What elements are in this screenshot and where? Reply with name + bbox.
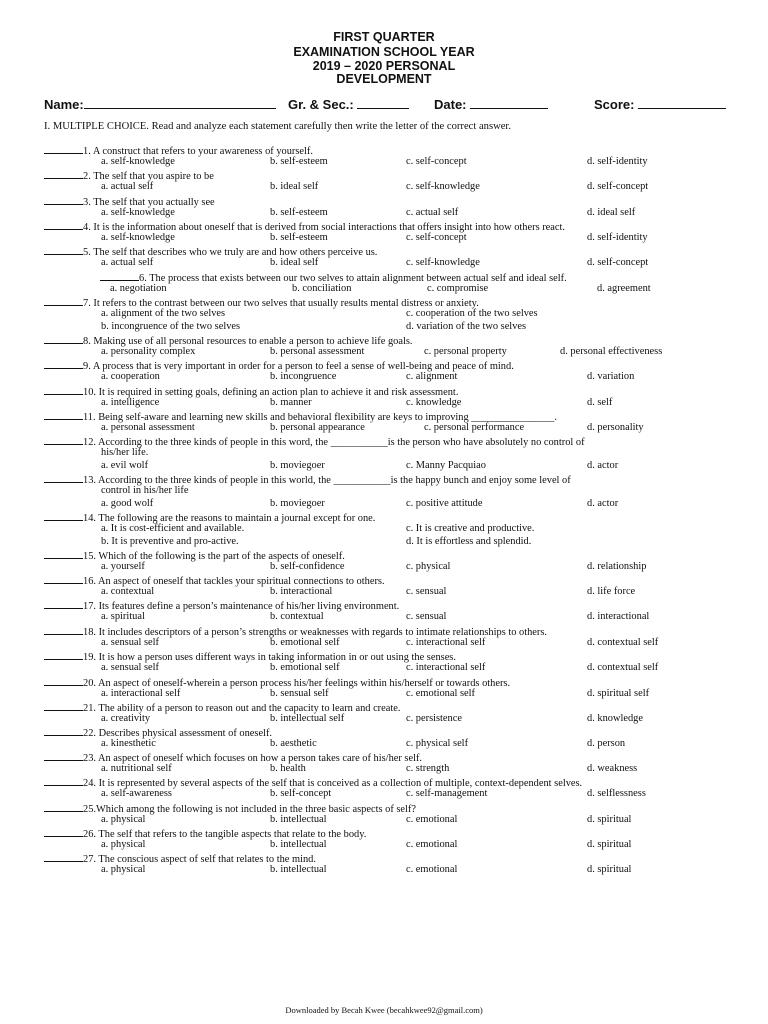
option-a-q20: a. interactional self: [101, 687, 181, 699]
option-a-q13: a. good wolf: [101, 497, 154, 509]
option-d-q10: d. self: [587, 396, 613, 408]
grade-section-field[interactable]: [288, 96, 409, 112]
question-text: 10. It is required in setting goals, defining an action plan to achieve it and risk assessment.: [83, 387, 459, 398]
student-info-header: [44, 96, 734, 112]
option-c-q13: c. positive attitude: [406, 497, 483, 509]
option-a-q11: a. personal assessment: [101, 421, 195, 433]
question-16: [44, 573, 385, 589]
option-c-q5: c. self-knowledge: [406, 256, 480, 268]
question-21: [44, 700, 400, 716]
title-line-2: EXAMINATION SCHOOL YEAR: [293, 45, 475, 59]
question-12: [44, 434, 585, 458]
option-a-q12: a. evil wolf: [101, 459, 149, 471]
option-b-q3: b. self-esteem: [270, 206, 328, 218]
date-label: Date:: [434, 97, 467, 112]
option-b-q6: b. conciliation: [292, 282, 352, 294]
answer-blank[interactable]: [44, 573, 83, 584]
option-a-q8: a. personality complex: [101, 345, 196, 357]
answer-blank[interactable]: [44, 851, 83, 862]
answer-blank[interactable]: [100, 270, 139, 281]
option-b-q25: b. intellectual: [270, 813, 327, 825]
score-blank[interactable]: [638, 96, 726, 109]
question-text: 8. Making use of all personal resources to enable a person to achieve life goals.: [83, 336, 413, 347]
instructions: I. MULTIPLE CHOICE. Read and analyze each statement carefully then write the letter of the correct answer.: [44, 121, 512, 132]
option-c-q15: c. physical: [406, 560, 451, 572]
option-d-q12: d. actor: [587, 459, 619, 471]
option-c-q11: c. personal performance: [424, 421, 525, 433]
download-footer: Downloaded by Becah Kwee (becahkwee92@gmail.com): [285, 1005, 483, 1015]
option-b-q20: b. sensual self: [270, 687, 329, 699]
question-text: 14. The following are the reasons to maintain a journal except for one.: [83, 513, 376, 524]
option-b-q1: b. self-esteem: [270, 155, 328, 167]
option-d-q14: d. It is effortless and splendid.: [406, 535, 532, 547]
option-c-q18: c. interactional self: [406, 636, 486, 648]
option-a-q17: a. spiritual: [101, 610, 145, 622]
option-b-q8: b. personal assessment: [270, 345, 365, 357]
answer-blank[interactable]: [44, 244, 83, 255]
option-c-q14: b. It is preventive and pro-active.: [101, 535, 239, 547]
option-b-q17: b. contextual: [270, 610, 324, 622]
option-d-q19: d. contextual self: [587, 661, 659, 673]
answer-blank[interactable]: [44, 725, 83, 736]
option-d-q7: d. variation of the two selves: [406, 320, 527, 332]
option-c-q1: c. self-concept: [406, 155, 467, 167]
option-d-q1: d. self-identity: [587, 155, 648, 167]
option-d-q25: d. spiritual: [587, 813, 632, 825]
option-c-q23: c. strength: [406, 762, 450, 774]
option-c-q10: c. knowledge: [406, 396, 462, 408]
option-a-q19: a. sensual self: [101, 661, 159, 673]
option-a-q5: a. actual self: [101, 256, 154, 268]
option-b-q10: b. manner: [270, 396, 312, 408]
option-d-q9: d. variation: [587, 370, 635, 382]
option-c-q24: c. self-management: [406, 787, 488, 799]
answer-blank[interactable]: [44, 598, 83, 609]
option-d-q17: d. interactional: [587, 610, 650, 622]
question-text: 1. A construct that refers to your awareness of yourself.: [83, 146, 313, 157]
question-text: 12. According to the three kinds of people in this word, the ___________is the person who have absolutely no control of: [83, 437, 585, 448]
option-a-q15: a. yourself: [101, 560, 145, 572]
option-a-q21: a. creativity: [101, 712, 151, 724]
option-b-q2: b. ideal self: [270, 180, 319, 192]
option-c-q6: c. compromise: [427, 282, 489, 294]
answer-blank[interactable]: [44, 409, 83, 420]
option-d-q4: d. self-identity: [587, 231, 648, 243]
score-label: Score:: [594, 97, 635, 112]
option-d-q15: d. relationship: [587, 560, 647, 572]
question-17: [44, 598, 399, 614]
option-d-q2: d. self-concept: [587, 180, 649, 192]
answer-blank[interactable]: [44, 194, 83, 205]
option-b-q24: b. self-concept: [270, 787, 332, 799]
option-a-q2: a. actual self: [101, 180, 154, 192]
answer-blank[interactable]: [44, 219, 83, 230]
question-text-continued: control in his/her life: [101, 484, 189, 496]
option-a-q10: a. intelligence: [101, 396, 160, 408]
question-13: [44, 472, 571, 496]
question-text: 20. An aspect of oneself-wherein a person process his/her feelings within his/herself or towards others.: [83, 678, 511, 689]
score-field[interactable]: [594, 96, 726, 112]
question-text: 15. Which of the following is the part of the aspects of oneself.: [83, 551, 345, 562]
question-text: 16. An aspect of oneself that tackles your spiritual connections to others.: [83, 576, 385, 587]
title-line-3: 2019 – 2020 PERSONAL: [312, 59, 456, 73]
option-b-q15: b. self-confidence: [270, 560, 345, 572]
option-d-q6: d. agreement: [597, 282, 651, 294]
option-c-q19: c. interactional self: [406, 661, 486, 673]
option-b-q13: b. moviegoer: [270, 497, 325, 509]
option-b-q18: b. emotional self: [270, 636, 340, 648]
option-b-q12: b. moviegoer: [270, 459, 325, 471]
option-c-q4: c. self-concept: [406, 231, 467, 243]
option-c-q17: c. sensual: [406, 610, 447, 622]
name-blank[interactable]: [84, 96, 276, 109]
option-a-q25: a. physical: [101, 813, 146, 825]
option-a-q27: a. physical: [101, 863, 146, 875]
option-c-q2: c. self-knowledge: [406, 180, 480, 192]
option-a-q9: a. cooperation: [101, 370, 160, 382]
option-b-q5: b. ideal self: [270, 256, 319, 268]
question-25: [44, 801, 416, 817]
option-d-q24: d. selflessness: [587, 787, 646, 799]
question-22: [44, 725, 272, 741]
answer-blank[interactable]: [44, 700, 83, 711]
option-c-q25: c. emotional: [406, 813, 458, 825]
name-field[interactable]: [44, 96, 276, 112]
title-line-4: DEVELOPMENT: [336, 72, 432, 86]
option-d-q11: d. personality: [587, 421, 644, 433]
option-c-q27: c. emotional: [406, 863, 458, 875]
option-c-q3: c. actual self: [406, 206, 459, 218]
answer-blank[interactable]: [44, 510, 83, 521]
date-blank[interactable]: [470, 96, 548, 109]
question-text: 21. The ability of a person to reason out and the capacity to learn and create.: [83, 703, 401, 714]
option-d-q20: d. spiritual self: [587, 687, 650, 699]
answer-blank[interactable]: [44, 295, 83, 306]
question-text: 25.Which among the following is not included in the three basic aspects of self?: [83, 804, 416, 815]
option-b-q4: b. self-esteem: [270, 231, 328, 243]
option-c-q21: c. persistence: [406, 712, 462, 724]
option-a-q1: a. self-knowledge: [101, 155, 175, 167]
question-text: 27. The conscious aspect of self that relates to the mind.: [83, 854, 316, 865]
option-b-q27: b. intellectual: [270, 863, 327, 875]
question-text: 3. The self that you actually see: [83, 197, 215, 208]
answer-blank[interactable]: [44, 801, 83, 812]
option-c-q26: c. emotional: [406, 838, 458, 850]
option-b-q21: b. intellectual self: [270, 712, 345, 724]
question-text: 4. It is the information about oneself that is derived from social interactions that offers insight into how others react.: [83, 222, 565, 233]
answer-blank[interactable]: [44, 750, 83, 761]
grade-section-label: Gr. & Sec.:: [288, 97, 354, 112]
option-a-q14: a. It is cost-efficient and available.: [101, 522, 245, 534]
option-a-q6: a. negotiation: [110, 282, 167, 294]
option-a-q26: a. physical: [101, 838, 146, 850]
option-a-q16: a. contextual: [101, 585, 155, 597]
option-a-q4: a. self-knowledge: [101, 231, 175, 243]
option-a-q7: a. alignment of the two selves: [101, 307, 226, 319]
option-b-q19: b. emotional self: [270, 661, 340, 673]
answer-blank[interactable]: [44, 384, 83, 395]
question-text: 13. According to the three kinds of people in this world, the ___________is the happy bunch and enjoy some level of: [83, 475, 571, 486]
option-d-q18: d. contextual self: [587, 636, 659, 648]
question-5: [44, 244, 377, 260]
option-b-q22: b. aesthetic: [270, 737, 317, 749]
option-c-q12: c. Manny Pacquiao: [406, 459, 486, 471]
option-c-q7: b. incongruence of the two selves: [101, 320, 241, 332]
answer-blank[interactable]: [44, 168, 83, 179]
option-c-q16: c. sensual: [406, 585, 447, 597]
name-label: Name:: [44, 97, 84, 112]
answer-blank[interactable]: [44, 472, 83, 483]
question-text: 2. The self that you aspire to be: [83, 171, 214, 182]
question-text: 5. The self that describes who we truly are and how others perceive us.: [83, 247, 378, 258]
option-b-q11: b. personal appearance: [270, 421, 365, 433]
answer-blank[interactable]: [44, 434, 83, 445]
option-d-q5: d. self-concept: [587, 256, 649, 268]
option-a-q24: a. self-awareness: [101, 787, 172, 799]
answer-blank[interactable]: [44, 548, 83, 559]
option-b-q16: b. interactional: [270, 585, 333, 597]
question-text: 19. It is how a person uses different ways in taking information in or out using the senses.: [83, 652, 456, 663]
question-text: 22. Describes physical assessment of oneself.: [83, 728, 273, 739]
option-a-q3: a. self-knowledge: [101, 206, 175, 218]
option-d-q26: d. spiritual: [587, 838, 632, 850]
option-c-q22: c. physical self: [406, 737, 469, 749]
question-text: 9. A process that is very important in order for a person to feel a sense of well-being and peace of mind.: [83, 361, 514, 372]
option-a-q18: a. sensual self: [101, 636, 159, 648]
option-d-q3: d. ideal self: [587, 206, 636, 218]
option-d-q27: d. spiritual: [587, 863, 632, 875]
option-c-q9: c. alignment: [406, 370, 458, 382]
question-text: 11. Being self-aware and learning new skills and behavioral flexibility are keys to improving ________________.: [83, 412, 558, 423]
question-text: 24. It is represented by several aspects of the self that is conceived as a collection of multiple, context-dependent selves.: [83, 778, 583, 789]
option-b-q23: b. health: [270, 762, 306, 774]
option-b-q26: b. intellectual: [270, 838, 327, 850]
question-text-continued: his/her life.: [101, 446, 149, 458]
question-text: 18. It includes descriptors of a person’s strengths or weaknesses with regards to intimate relationships to others.: [83, 627, 548, 638]
answer-blank[interactable]: [44, 826, 83, 837]
option-a-q23: a. nutritional self: [101, 762, 172, 774]
option-b-q9: b. incongruence: [270, 370, 337, 382]
question-text: 7. It refers to the contrast between our two selves that usually results mental distress or anxiety.: [83, 298, 479, 309]
answer-blank[interactable]: [44, 775, 83, 786]
question-text: 6. The process that exists between our two selves to attain alignment between actual self and ideal self.: [139, 273, 567, 284]
answer-blank[interactable]: [44, 358, 83, 369]
option-d-q13: d. actor: [587, 497, 619, 509]
question-text: 17. Its features define a person’s maintenance of his/her living environment.: [83, 601, 400, 612]
option-d-q16: d. life force: [587, 585, 636, 597]
answer-blank[interactable]: [44, 649, 83, 660]
question-text: 26. The self that refers to the tangible aspects that relate to the body.: [83, 829, 367, 840]
date-field[interactable]: [434, 96, 548, 112]
title-line-1: FIRST QUARTER: [333, 30, 435, 44]
option-d-q23: d. weakness: [587, 762, 638, 774]
answer-blank[interactable]: [44, 333, 83, 344]
option-d-q22: d. person: [587, 737, 626, 749]
option-d-q8: d. personal effectiveness: [560, 345, 663, 357]
grade-section-blank[interactable]: [357, 96, 409, 109]
question-text: 23. An aspect of oneself which focuses on how a person takes care of his/her self.: [83, 753, 423, 764]
option-b-q7: c. cooperation of the two selves: [406, 307, 538, 319]
option-a-q22: a. kinesthetic: [101, 737, 156, 749]
answer-blank[interactable]: [44, 143, 83, 154]
option-c-q8: c. personal property: [424, 345, 507, 357]
option-d-q21: d. knowledge: [587, 712, 643, 724]
answer-blank[interactable]: [44, 675, 83, 686]
option-c-q20: c. emotional self: [406, 687, 475, 699]
answer-blank[interactable]: [44, 624, 83, 635]
option-b-q14: c. It is creative and productive.: [406, 522, 535, 534]
